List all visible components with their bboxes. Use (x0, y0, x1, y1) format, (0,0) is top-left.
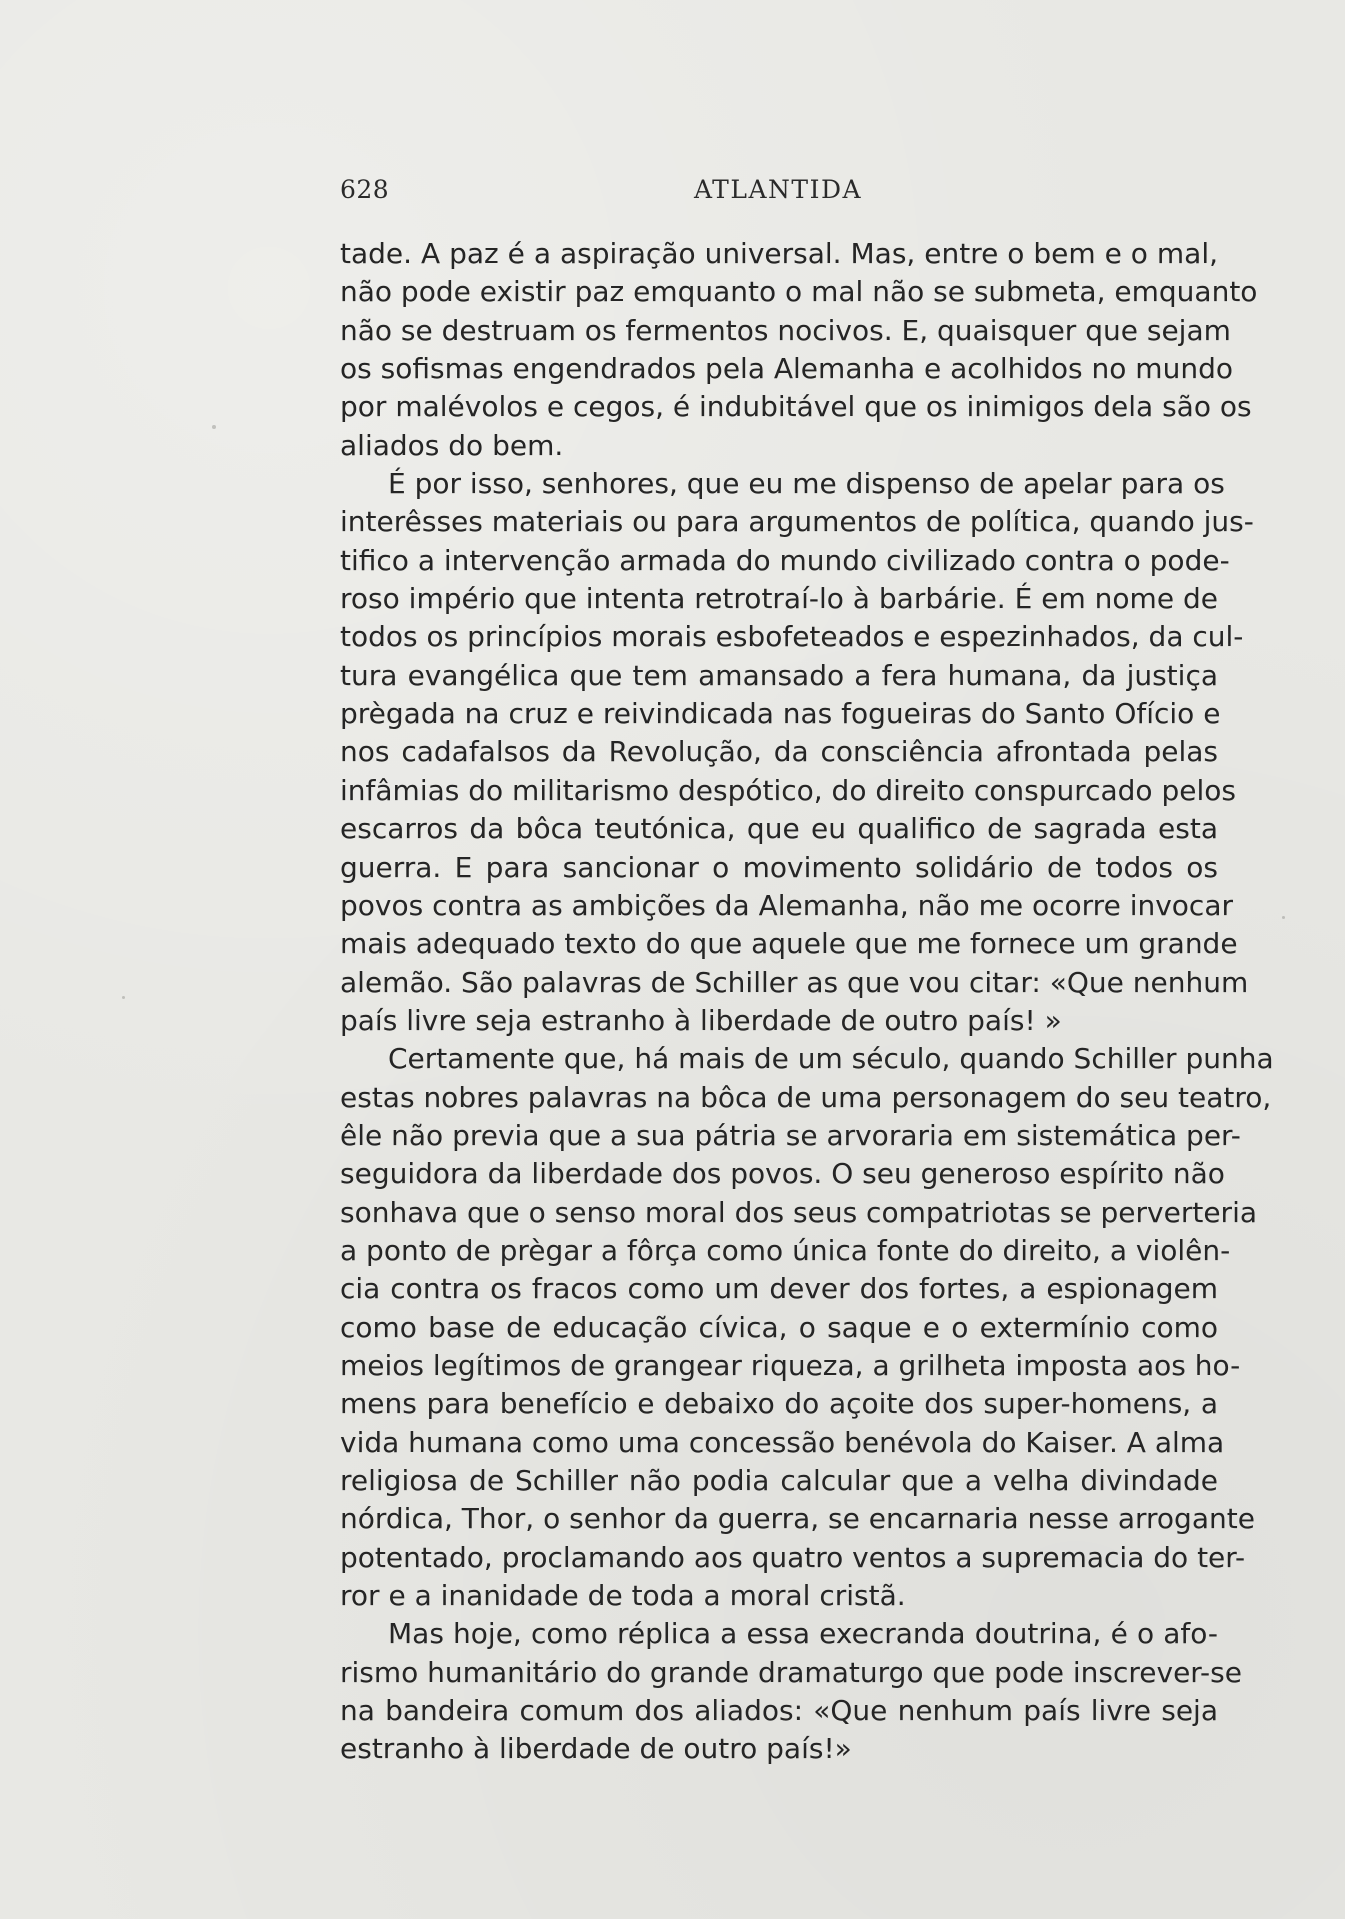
text-line: ror e a inanidade de toda a moral cristã. (340, 1579, 906, 1613)
text-line: rismo humanitário do grande dramaturgo que pode inscrever-se (340, 1655, 1242, 1689)
paper-speck (1282, 916, 1285, 919)
text-line: os sofismas engendrados pela Alemanha e acolhidos no mundo (340, 352, 1233, 386)
text-line: meios legítimos de grangear riqueza, a grilheta imposta aos ho- (340, 1348, 1241, 1382)
text-line: escarros da bôca teutónica, que eu qualifico de sagrada esta (340, 812, 1218, 846)
text-line: tifico a intervenção armada do mundo civilizado contra o pode- (340, 543, 1230, 577)
text-line: aliados do bem. (340, 428, 564, 462)
text-line: Certamente que, há mais de um século, quando Schiller punha (388, 1042, 1274, 1076)
text-line: infâmias do militarismo despótico, do direito conspurcado pelos (340, 773, 1236, 807)
paper-speck (122, 996, 125, 999)
text-line: como base de educação cívica, o saque e o extermínio como (340, 1310, 1218, 1344)
text-line: seguidora da liberdade dos povos. O seu generoso espírito não (340, 1157, 1225, 1191)
text-line: povos contra as ambições da Alemanha, não me ocorre invocar (340, 888, 1233, 922)
running-title: ATLANTIDA (694, 175, 863, 204)
text-line: É por isso, senhores, que eu me dispenso de apelar para os (388, 467, 1225, 501)
text-line: interêsses materiais ou para argumentos de política, quando jus- (340, 505, 1254, 539)
text-line: tade. A paz é a aspiração universal. Mas, entre o bem e o mal, (340, 237, 1218, 270)
text-line: potentado, proclamando aos quatro ventos a supremacia do ter- (340, 1540, 1246, 1574)
text-line: estranho à liberdade de outro país!» (340, 1732, 852, 1766)
text-line: roso império que intenta retrotraí-lo à barbárie. É em nome de (340, 582, 1218, 616)
text-line: alemão. São palavras de Schiller as que vou citar: «Que nenhum (340, 965, 1249, 999)
text-line: guerra. E para sancionar o movimento solidário de todos os (340, 850, 1218, 884)
text-line: sonhava que o senso moral dos seus compatriotas se perverteria (340, 1195, 1257, 1229)
text-line: Mas hoje, como réplica a essa execranda doutrina, é o afo- (388, 1617, 1218, 1651)
text-line: estas nobres palavras na bôca de uma personagem do seu teatro, (340, 1080, 1272, 1114)
page-number: 628 (340, 175, 390, 204)
text-line: êle não previa que a sua pátria se arvoraria em sistemática per- (340, 1118, 1241, 1152)
text-line: nórdica, Thor, o senhor da guerra, se encarnaria nesse arrogante (340, 1502, 1255, 1536)
text-line: mens para benefício e debaixo do açoite dos super-homens, a (340, 1387, 1218, 1421)
text-line: país livre seja estranho à liberdade de outro país! » (340, 1003, 1062, 1037)
text-line: a ponto de prègar a fôrça como única fonte do direito, a violên- (340, 1233, 1231, 1267)
text-line: por malévolos e cegos, é indubitável que os inimigos dela são os (340, 390, 1252, 424)
text-line: cia contra os fracos como um dever dos fortes, a espionagem (340, 1272, 1218, 1306)
text-line: nos cadafalsos da Revolução, da consciência afrontada pelas (340, 735, 1218, 769)
text-line: na bandeira comum dos aliados: «Que nenhum país livre seja (340, 1694, 1218, 1728)
text-line: religiosa de Schiller não podia calcular que a velha divindade (340, 1464, 1218, 1497)
text-line: mais adequado texto do que aquele que me fornece um grande (340, 927, 1238, 961)
text-line: tura evangélica que tem amansado a fera humana, da justiça (340, 658, 1218, 692)
text-line: não se destruam os fermentos nocivos. E, quaisquer que sejam (340, 313, 1231, 347)
text-line: todos os princípios morais esbofeteados e espezinhados, da cul- (340, 620, 1244, 654)
body-text (340, 235, 1274, 1769)
text-line: prègada na cruz e reivindicada nas fogueiras do Santo Ofício e (340, 697, 1221, 731)
text-line: vida humana como uma concessão benévola do Kaiser. A alma (340, 1425, 1225, 1459)
paper-speck (212, 425, 216, 429)
running-head (340, 172, 1220, 208)
text-line: não pode existir paz emquanto o mal não se submeta, emquanto (340, 275, 1258, 309)
